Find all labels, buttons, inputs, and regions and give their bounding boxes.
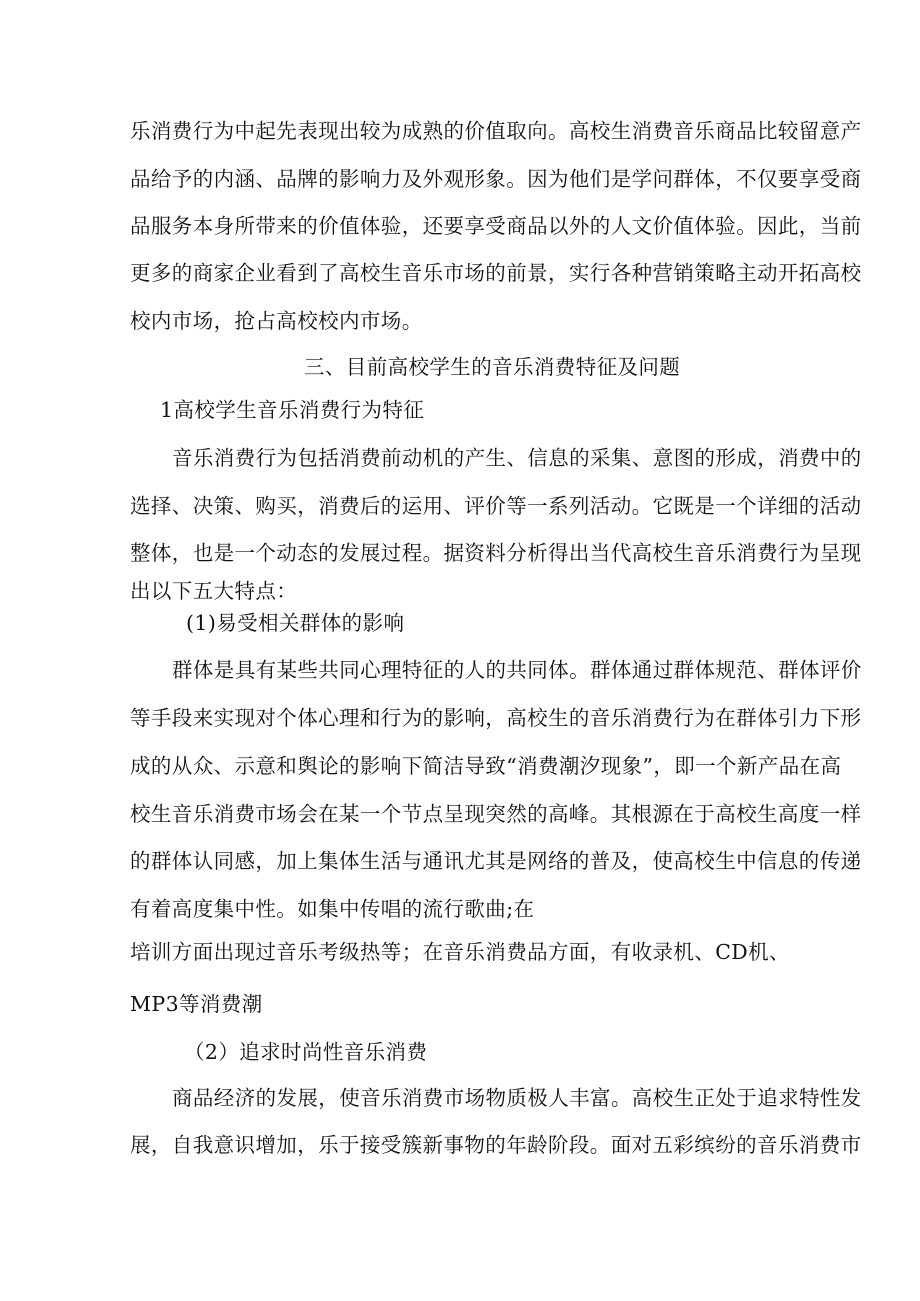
text-line: 的群体认同感，加上集体生活与通讯尤其是网络的普及，使高校生中信息的传递 <box>130 849 862 873</box>
text-line: 乐消费行为中起先表现出较为成熟的价值取向。高校生消费音乐商品比较留意产 <box>130 119 862 143</box>
text-line: 音乐消费行为包括消费前动机的产生、信息的采集、意图的形成，消费中的 <box>172 446 862 470</box>
subsection-heading: 1高校学生音乐消费行为特征 <box>160 398 425 422</box>
text-line: 校内市场，抢占高校校内市场。 <box>130 309 423 333</box>
text-line: 出以下五大特点： <box>130 579 298 603</box>
text-line: 有着高度集中性。如集中传唱的流行歌曲;在 <box>130 897 535 921</box>
text-line: 选择、决策、购买，消费后的运用、评价等一系列活动。它既是一个详细的活动 <box>130 494 862 518</box>
text-line: 等手段来实现对个体心理和行为的影响，高校生的音乐消费行为在群体引力下形 <box>130 706 862 730</box>
section-heading: 三、目前高校学生的音乐消费特征及问题 <box>304 355 681 379</box>
text-line: 校生音乐消费市场会在某一个节点呈现突然的高峰。其根源在于高校生高度一样 <box>130 802 862 826</box>
text-line: 整体，也是一个动态的发展过程。据资料分析得出当代高校生音乐消费行为呈现 <box>130 541 862 565</box>
text-line: MP3等消费潮 <box>130 992 263 1016</box>
text-line: 群体是具有某些共同心理特征的人的共同体。群体通过群体规范、群体评价 <box>172 658 862 682</box>
text-line: 培训方面出现过音乐考级热等；在音乐消费品方面，有收录机、CD机、 <box>130 940 790 964</box>
text-line: 更多的商家企业看到了高校生音乐市场的前景，实行各种营销策略主动开拓高校 <box>130 261 862 285</box>
text-line: 商品经济的发展，使音乐消费市场物质极人丰富。高校生正处于追求特性发 <box>172 1086 862 1110</box>
item-heading-2: （2）追求时尚性音乐消费 <box>184 1040 428 1064</box>
text-line: 品服务本身所带来的价值体验，还要享受商品以外的人文价值体验。因此，当前 <box>130 214 862 238</box>
text-line: 品给予的内涵、品牌的影响力及外观形象。因为他们是学问群体，不仅要享受商 <box>130 167 862 191</box>
item-heading-1: (1)易受相关群体的影响 <box>186 611 405 635</box>
text-line: 展，自我意识增加，乐于接受簇新事物的年龄阶段。面对五彩缤纷的音乐消费市 <box>130 1133 862 1157</box>
text-line: 成的从众、示意和舆论的影响下简洁导致“消费潮汐现象”，即一个新产品在高 <box>130 754 842 778</box>
